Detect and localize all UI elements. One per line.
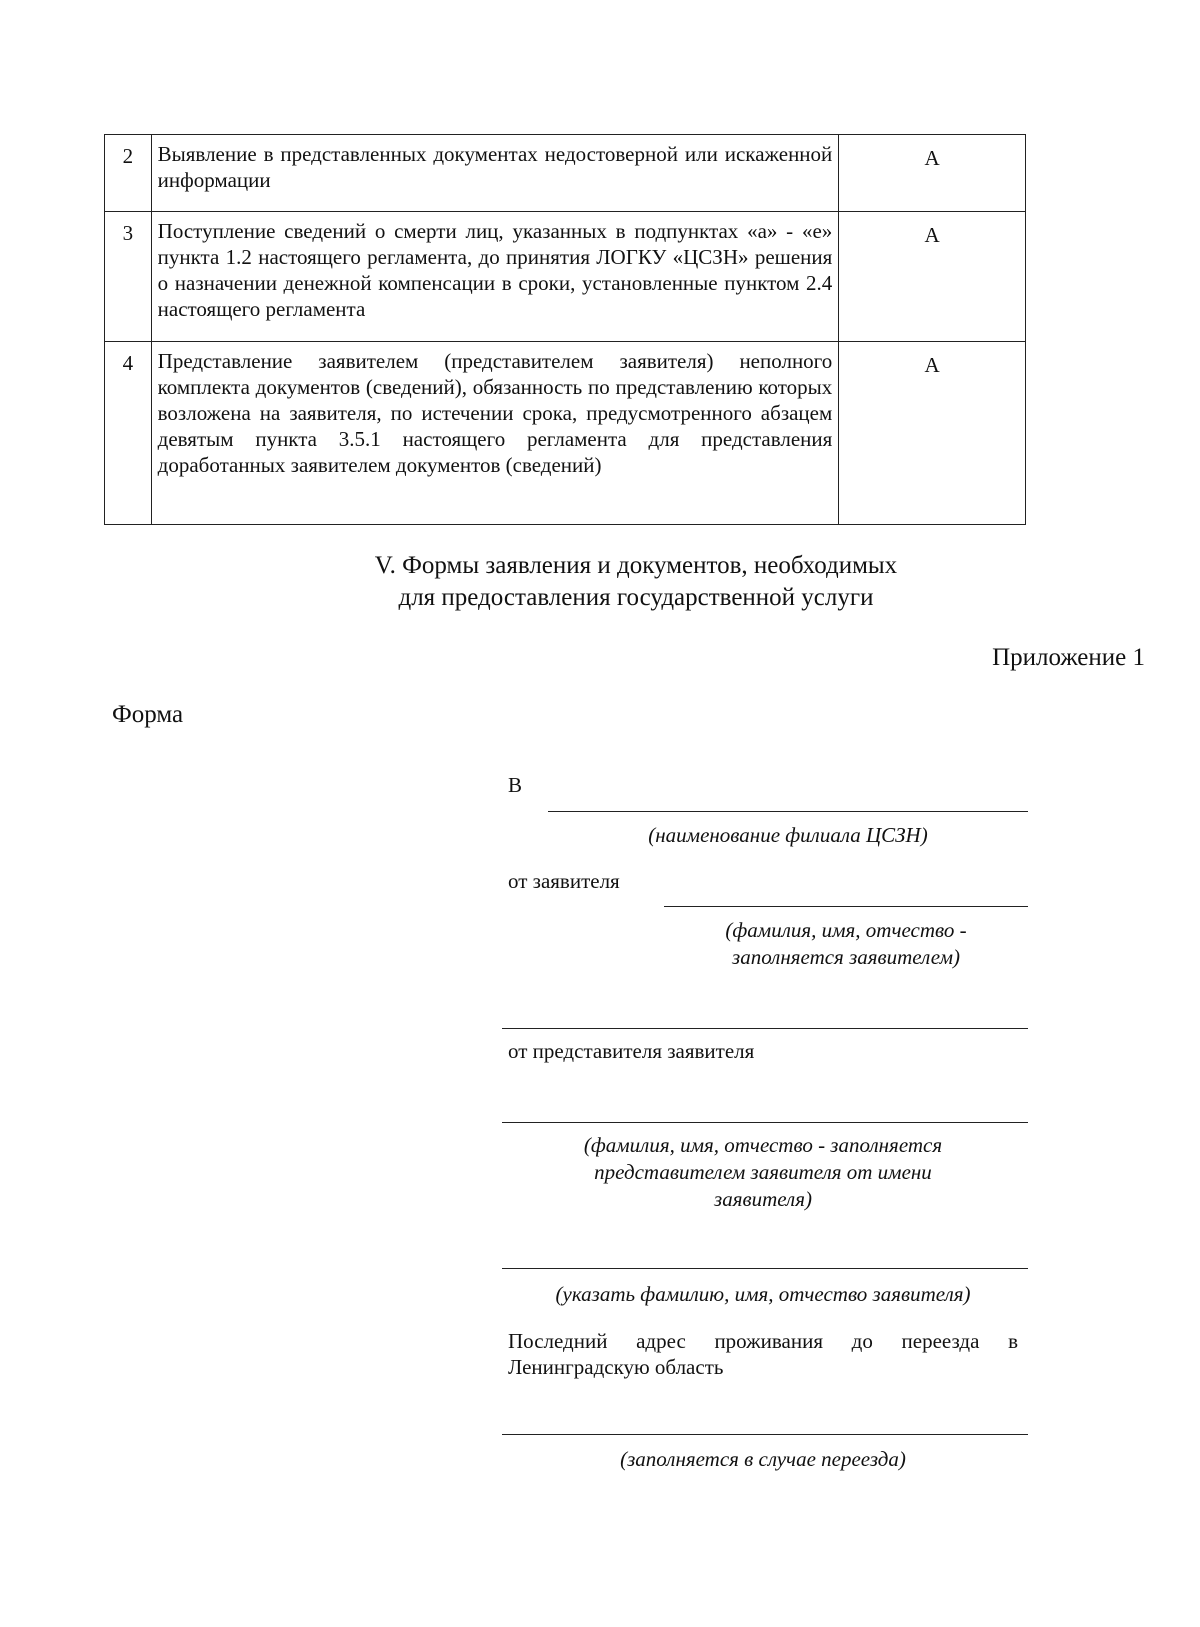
row-text: Представление заявителем (представителем заявителя) неполного комплекта документов (сведений), обязанность по представлению которых возложена на заявителя, по истечении срока, предусмотренного абзацем девятым пункта 3.5.1 настоящего регламента для представления доработанных заявителем документов (сведений): [151, 342, 839, 525]
applicant-full-name-line[interactable]: [502, 1268, 1028, 1269]
refusal-grounds-table: [104, 134, 1026, 525]
row-number: 3: [105, 212, 152, 342]
name-caption: (указать фамилию, имя, отчество заявителя): [555, 1282, 971, 1306]
table-row: [105, 342, 1026, 525]
representative-caption: [508, 1132, 1018, 1213]
branch-name-line[interactable]: [548, 811, 1028, 812]
caption-line: (фамилия, имя, отчество -: [725, 918, 967, 942]
row-code: А: [839, 135, 1026, 212]
row-code: А: [839, 212, 1026, 342]
last-address-line[interactable]: [502, 1434, 1028, 1435]
section-title-line: V. Формы заявления и документов, необходимых: [374, 552, 898, 579]
caption-line: заявителя): [714, 1187, 812, 1211]
branch-caption: (наименование филиала ЦСЗН): [648, 823, 928, 847]
row-number: 4: [105, 342, 152, 525]
row-code: А: [839, 342, 1026, 525]
section-title: [300, 550, 972, 614]
row-text: Поступление сведений о смерти лиц, указанных в подпунктах «а» - «е» пункта 1.2 настоящего регламента, до принятия ЛОГКУ «ЦСЗН» решения о назначении денежной компенсации в сроки, установленные пунктом 2.4 настоящего регламента: [151, 212, 839, 342]
section-title-line: для предоставления государственной услуги: [398, 584, 874, 611]
form-label: Форма: [112, 701, 184, 728]
move-caption: (заполняется в случае переезда): [620, 1447, 906, 1471]
caption-line: представителем заявителя от имени: [594, 1160, 932, 1184]
row-text: Выявление в представленных документах недостоверной или искаженной информации: [151, 135, 839, 212]
appendix-label: Приложение 1: [992, 644, 1145, 671]
caption-line: заполняется заявителем): [732, 945, 960, 969]
from-applicant-label: от заявителя: [508, 869, 620, 893]
table-row: [105, 135, 1026, 212]
applicant-name-line-2[interactable]: [502, 1028, 1028, 1029]
applicant-caption: [664, 917, 1028, 971]
last-address-label: Последний адрес проживания до переезда в Ленинградскую область: [508, 1329, 1018, 1379]
table-row: [105, 212, 1026, 342]
from-representative-label: от представителя заявителя: [508, 1039, 755, 1063]
representative-name-line[interactable]: [502, 1122, 1028, 1123]
applicant-name-line[interactable]: [664, 906, 1028, 907]
to-prefix: В: [508, 773, 523, 797]
row-number: 2: [105, 135, 152, 212]
caption-line: (фамилия, имя, отчество - заполняется: [583, 1133, 943, 1157]
